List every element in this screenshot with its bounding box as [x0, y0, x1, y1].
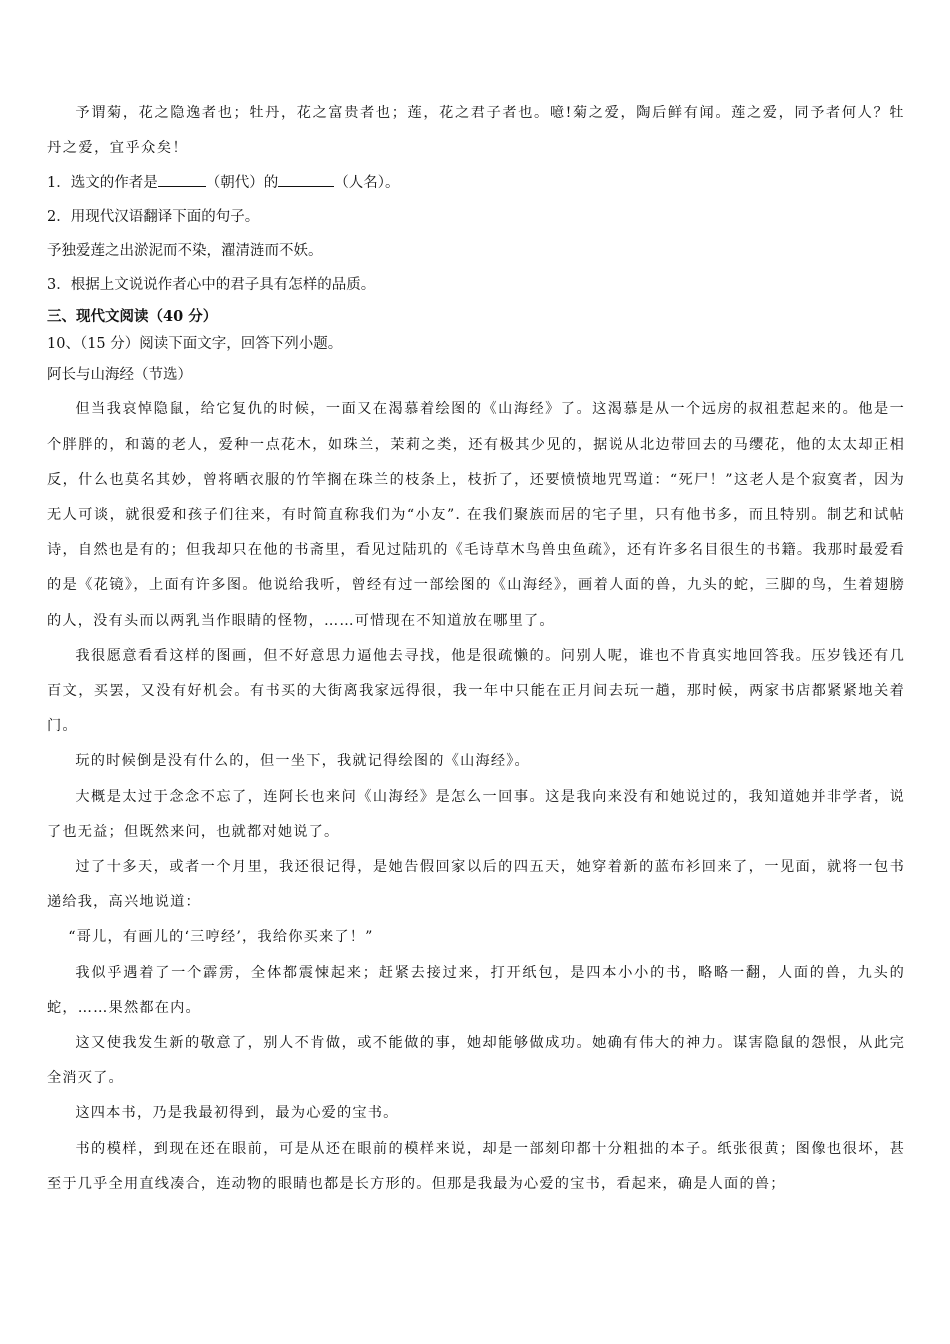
question-2 — [47, 200, 905, 234]
question-number: 3． — [47, 277, 71, 294]
classical-passage: 予谓菊，花之隐逸者也；牡丹，花之富贵者也；莲，花之君子者也。噫!菊之爱，陶后鲜有闻。莲之爱，同予者何人？牡丹之爱，宜乎众矣！ — [47, 105, 905, 157]
question-1 — [47, 166, 905, 200]
article-title: 阿长与山海经（节选） — [47, 367, 192, 384]
translation-sentence: 予独爱莲之出淤泥而不染，濯清涟而不妖。 — [47, 243, 323, 260]
question-text: 用现代汉语翻译下面的句子。 — [70, 209, 260, 226]
article-paragraph: 大概是太过于念念不忘了，连阿长也来问《山海经》是怎么一回事。这是我向来没有和她说过的，我知道她并非学者，说了也无益；但既然来问，也就都对她说了。 — [47, 788, 905, 840]
article-paragraph: 这又使我发生新的敬意了，别人不肯做，或不能做的事，她却能够做成功。她确有伟大的神力。谋害隐鼠的怨恨，从此完全消灭了。 — [47, 1035, 905, 1087]
question-number: 2． — [47, 209, 71, 226]
article-paragraph: 书的模样，到现在还在眼前，可是从还在眼前的模样来说，却是一部刻印都十分粗拙的本子。纸张很黄；图像也很坏，甚至于几乎全用直线凑合，连动物的眼睛也都是长方形的。但那是我最为心爱的宝书，看起来，确是人面的兽； — [47, 1140, 905, 1192]
answer-blank-dynasty[interactable] — [158, 172, 206, 187]
blank-hint: （人名）。 — [334, 175, 400, 192]
answer-blank-name[interactable] — [278, 172, 334, 187]
question-text: 选文的作者是 — [70, 175, 158, 192]
question-number: 1． — [47, 175, 71, 192]
document-page — [47, 96, 905, 1202]
question-text: 根据上文说说作者心中的君子具有怎样的品质。 — [70, 277, 376, 294]
article-paragraph: 这四本书，乃是我最初得到，最为心爱的宝书。 — [75, 1105, 399, 1122]
question-3 — [47, 268, 905, 302]
article-paragraph: 但当我哀悼隐鼠，给它复仇的时候，一面又在渴慕着绘图的《山海经》了。这渴慕是从一个远房的叔祖惹起来的。他是一个胖胖的，和蔼的老人，爱种一点花木，如珠兰，茉莉之类，还有极其少见的，据说从北边带回去的马缨花，他的太太却正相反，什么也莫名其妙，曾将晒衣服的竹竿搁在珠兰的枝条上，枝折了，还要愤愤地咒骂道：“死尸！”这老人是个寂寞者，因为无人可谈，就很爱和孩子们往来，有时简直称我们为“小友”. 在我们聚族而居的宅子里，只有他书多，而且特别。制艺和试帖诗，自然也是有的；但我却只在他的书斋里，看见过陆玑的《毛诗草木鸟兽虫鱼疏》，还有许多名目很生的书籍。我那时最爱看的是《花镜》，上面有许多图。他说给我听，曾经有过一部绘图的《山海经》，画着人面的兽，九头的蛇，三脚的鸟，生着翅膀的人，没有头而以两乳当作眼睛的怪物，……可惜现在不知道放在哪里了。 — [47, 401, 905, 629]
article-paragraph: 我似乎遇着了一个霹雳，全体都震悚起来；赶紧去接过来，打开纸包，是四本小小的书，略略一翻，人面的兽，九头的蛇，……果然都在内。 — [47, 964, 905, 1016]
section-title: 三、现代文阅读（40 分） — [47, 308, 218, 326]
article-paragraph: 我很愿意看看这样的图画，但不好意思力逼他去寻找，他是很疏懒的。问别人呢，谁也不肯真实地回答我。压岁钱还有几百文，买罢，又没有好机会。有书买的大街离我家远得很，我一年中只能在正月间去玩一趟，那时候，两家书店都紧紧地关着门。 — [47, 647, 905, 735]
blank-hint: （朝代）的 — [205, 175, 279, 192]
article-paragraph: 过了十多天，或者一个月里，我还很记得，是她告假回家以后的四五天，她穿着新的蓝布衫回来了，一见面，就将一包书递给我，高兴地说道： — [47, 859, 905, 911]
article-paragraph: “哥儿，有画儿的‘三哼经’，我给你买来了！” — [68, 929, 374, 946]
article-paragraph: 玩的时候倒是没有什么的，但一坐下，我就记得绘图的《山海经》。 — [75, 753, 530, 770]
question-intro: 10、（15 分）阅读下面文字，回答下列小题。 — [47, 336, 343, 353]
